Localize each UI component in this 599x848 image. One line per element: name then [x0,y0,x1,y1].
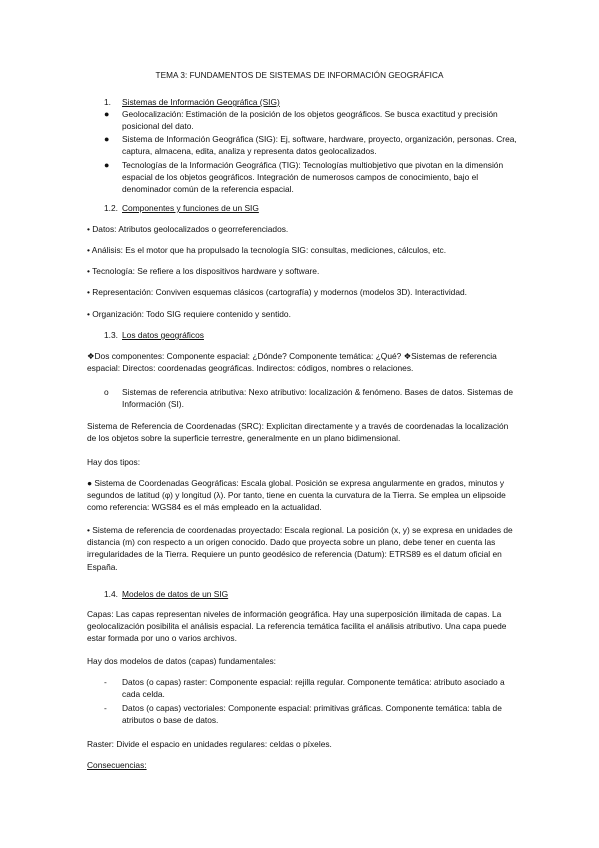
list-item-text: Sistema de Información Geográfica (SIG): Ej, software, hardware, proyecto, organización, personas. Crea, captura, almacena, edita, analiza y representa datos geolocalizados. [122,134,517,157]
paragraph-raster: Raster: Divide el espacio en unidades regulares: celdas o píxeles. [87,739,332,749]
list-item-text: Datos (o capas) raster: Componente espacial: rejilla regular. Componente temática: atributo asociado a cada celda. [122,677,505,700]
section-1-3-heading [104,329,524,341]
section-1-2-title: Componentes y funciones de un SIG [122,203,259,213]
list-item [104,386,524,412]
section-1-4-title: Modelos de datos de un SIG [122,589,229,599]
list-item-text: Datos (o capas) vectoriales: Componente espacial: primitivas gráficas. Componente temática: tabla de atributos o base de datos. [122,703,502,726]
list-item-text: Sistemas de referencia atributiva: Nexo atributivo: localización & fenómeno. Bases de datos. Sistemas de Información (SI). [122,387,514,410]
section-1-4-heading [104,588,524,600]
paragraph-consecuencias: Consecuencias: [87,760,147,770]
list-item [104,133,524,157]
list-item [104,159,524,195]
section-1-number: 1. [104,97,111,107]
list-item [104,702,524,726]
bullet-icon: ● [104,134,110,144]
bullet-icon: ● [104,109,110,119]
list-item [104,676,524,700]
section-1-3-title: Los datos geográficos [122,330,204,340]
list-item-text: Tecnologías de la Información Geográfica (TIG): Tecnologías multiobjetivo que pivotan en la dimensión espacial de los objetos geográficos. Integración de numerosos campos de conocimiento, bajo el denominador común de la referencia espacial. [122,160,504,195]
section-1-2-number: 1.2. [104,203,118,213]
circle-bullet-icon: o [104,387,109,397]
paragraph-tipos: Hay dos tipos: [87,457,141,467]
component-item-analisis: • Análisis: Es el motor que ha propulsado la tecnología SIG: consultas, mediciones, cálculos, etc. [87,245,447,255]
section-1-title: Sistemas de Información Geográfica (SIG) [122,97,280,107]
component-item-organizacion: • Organización: Todo SIG requiere contenido y sentido. [87,309,291,319]
paragraph-coordenadas-geograficas: ● Sistema de Coordenadas Geográficas: Escala global. Posición se expresa angularmente en grados, minutos y segundos de latitud (φ) y longitud (λ). Por tanto, tiene en cuenta la curvatura de la Tierra. Se emplea un elipsoide como referencia: WGS84 es el más empleado en la actualidad. [87,478,506,513]
page-title: TEMA 3: FUNDAMENTOS DE SISTEMAS DE INFORMACIÓN GEOGRÁFICA [155,71,444,80]
paragraph-componentes: ❖Dos componentes: Componente espacial: ¿Dónde? Componente temática: ¿Qué? ❖Sistemas de referencia espacial: Directos: coordenadas geográficas. Indirectos: códigos, nombres o relaciones. [87,351,497,374]
paragraph-capas: Capas: Las capas representan niveles de información geográfica. Hay una superposición ilimitada de capas. La geolocalización posibilita el análisis espacial. La referencia temática facilita el análisis atributivo. Una capa puede estar formada por uno o varios archivos. [87,609,507,644]
list-item-text: Geolocalización: Estimación de la posición de los objetos geográficos. Se busca exactitud y precisión posicional del dato. [122,109,498,132]
paragraph-coordenadas-proyectado: • Sistema de referencia de coordenadas proyectado: Escala regional. La posición (x, y) se expresa en unidades de distancia (m) con respecto a un origen conocido. Dado que proyecta sobre un plano, debe tener en cuenta las irregularidades de la Tierra. Requiere un punto geodésico de referencia (Datum): ETRS89 es el datum oficial en España. [87,525,513,572]
section-1-3-number: 1.3. [104,330,118,340]
component-item-datos: • Datos: Atributos geolocalizados o georreferenciados. [87,224,289,234]
section-1-4-number: 1.4. [104,589,118,599]
component-item-tecnologia: • Tecnología: Se refiere a los dispositivos hardware y software. [87,266,320,276]
paragraph-src: Sistema de Referencia de Coordenadas (SRC): Explicitan directamente y a través de coordenadas la localización de los objetos sobre la superficie terrestre, generalmente en un plano bidimensional. [87,421,509,444]
section-1-heading [104,96,524,108]
dash-bullet-icon: - [104,703,107,713]
bullet-icon: ● [104,160,110,170]
component-item-representacion: • Representación: Conviven esquemas clásicos (cartografía) y modernos (modelos 3D). Interactividad. [87,287,467,297]
paragraph-modelos: Hay dos modelos de datos (capas) fundamentales: [87,656,277,666]
section-1-2-heading [104,202,524,214]
list-item [104,108,524,132]
dash-bullet-icon: - [104,677,107,687]
